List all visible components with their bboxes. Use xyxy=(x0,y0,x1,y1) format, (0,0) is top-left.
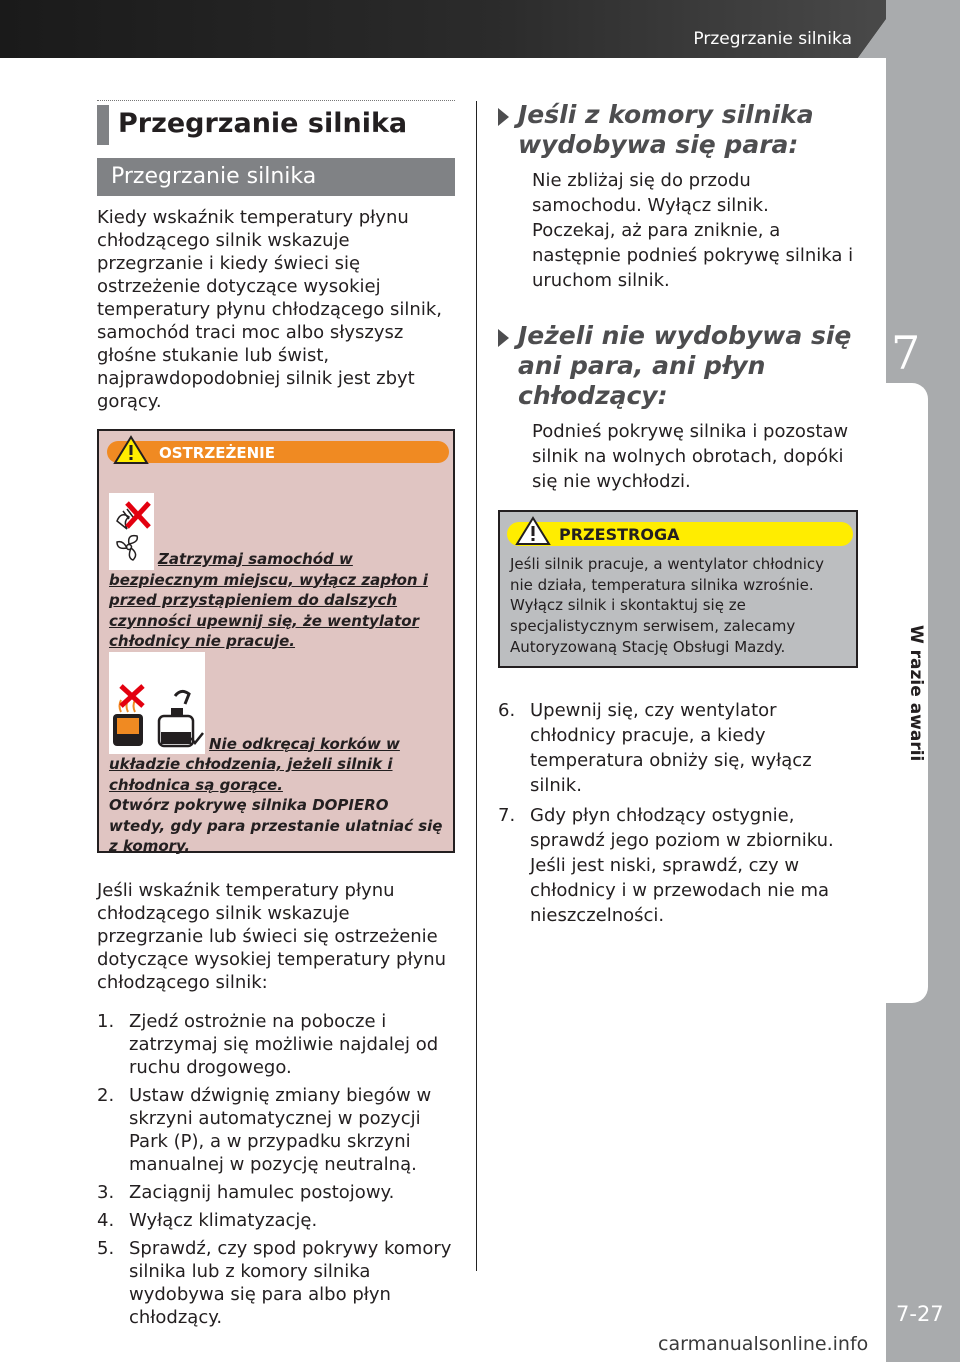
steam-text: Nie zbliżaj się do przodu samochodu. Wyłącz silnik. Poczekaj, aż para zniknie, a następnie podnieś pokrywę silnika i uruchom silnik. xyxy=(532,170,854,291)
list-item: 6. Upewnij się, czy wentylator chłodnicy pracuje, a kiedy temperatura obniży się, wyłącz silnik. xyxy=(498,700,812,796)
warning-text-hood: Otwórz pokrywę silnika DOPIERO wtedy, gdy para przestanie ulatniać się z komory. xyxy=(109,796,443,855)
caution-text: Jeśli silnik pracuje, a wentylator chłodnicy nie działa, temperatura silnika wzrośnie. Wyłącz silnik i skontaktuj się ze specjalistycznym serwisem, zalecamy Autoryzowaną Stację Obsługi Mazdy. xyxy=(510,555,825,656)
section-title-block xyxy=(97,100,455,145)
list-item: 3. Zaciągnij hamulec postojowy. xyxy=(97,1182,395,1203)
warning-text-fan: Zatrzymaj samochód w bezpiecznym miejscu, wyłącz zapłon i przed przystąpieniem do dalszych czynności upewnij się, że wentylator chłodnicy nie pracuje. xyxy=(109,550,428,650)
list-item: 2. Ustaw dźwignię zmiany biegów w skrzyni automatycznej w pozycji Park (P), a w przypadku skrzyni manualnej w pozycję neutralną. xyxy=(97,1085,432,1175)
steps-list-1 xyxy=(97,1010,455,1329)
caution-box xyxy=(498,510,858,668)
warning-triangle-icon xyxy=(113,435,149,465)
intro-paragraph: Kiedy wskaźnik temperatury płynu chłodzącego silnik wskazuje przegrzanie i kiedy świeci się ostrzeżenie dotyczące wysokiej temperatury płynu chłodzącego silnik, samochód traci moc albo słyszysz głośne stukanie lub świst, najprawdopodobniej silnik jest zbyt gorący. xyxy=(97,207,442,412)
steps-list-2 xyxy=(498,698,858,928)
right-column xyxy=(498,100,858,933)
list-item: 1. Zjedź ostrożnie na pobocze i zatrzymaj się możliwie najdalej od ruchu drogowego. xyxy=(97,1011,439,1078)
list-item: 7. Gdy płyn chłodzący ostygnie, sprawdź jego poziom w zbiorniku. Jeśli jest niski, sprawdź, czy w chłodnicy i w przewodach nie ma nieszczelności. xyxy=(498,805,834,926)
list-item: 5. Sprawdź, czy spod pokrywy komory silnika lub z komory silnika wydobywa się para albo płyn chłodzący. xyxy=(97,1238,452,1328)
warning-text-caps: Nie odkręcaj korków w układzie chłodzenia, jeżeli silnik i chłodnica są gorące. xyxy=(109,734,400,794)
warning-body xyxy=(109,493,447,857)
caution-label: PRZESTROGA xyxy=(559,525,680,544)
no-steam-text: Podnieś pokrywę silnika i pozostaw silnik na wolnych obrotach, dopóki się nie wychłodzi. xyxy=(532,421,849,492)
hot-radiator-cap-icon xyxy=(109,652,205,755)
page-number: 7-27 xyxy=(896,1302,944,1326)
arrow-right-icon xyxy=(498,329,509,347)
warning-item-fan xyxy=(109,493,447,652)
steam-heading: Jeśli z komory silnika wydobywa się para: xyxy=(498,100,858,160)
warning-label: OSTRZEŻENIE xyxy=(159,444,275,462)
caution-triangle-icon xyxy=(515,516,551,546)
list-item: 4. Wyłącz klimatyzację. xyxy=(97,1210,318,1231)
page-title: Przegrzanie silnika xyxy=(118,108,408,139)
chapter-label: W razie awarii xyxy=(906,625,926,762)
chapter-number: 7 xyxy=(891,326,921,380)
warning-item-caps xyxy=(109,652,447,857)
page-header xyxy=(0,0,960,58)
condition-paragraph: Jeśli wskaźnik temperatury płynu chłodzącego silnik wskazuje przegrzanie lub świeci się ostrzeżenie dotyczące wysokiej temperatury płynu chłodzącego silnik: xyxy=(97,880,447,993)
left-column xyxy=(97,100,455,1334)
watermark: carmanualsonline.info xyxy=(658,1333,869,1355)
fan-warning-icon xyxy=(109,493,154,570)
warning-header xyxy=(107,441,449,463)
arrow-right-icon xyxy=(498,108,509,126)
header-title: Przegrzanie silnika xyxy=(693,29,852,49)
section-subtitle: Przegrzanie silnika xyxy=(97,158,455,196)
no-steam-heading: Jeżeli nie wydobywa się ani para, ani płyn chłodzący: xyxy=(498,321,858,411)
caution-header xyxy=(507,522,853,546)
title-bar xyxy=(97,105,109,145)
column-divider xyxy=(476,101,477,1271)
warning-box xyxy=(97,429,455,853)
